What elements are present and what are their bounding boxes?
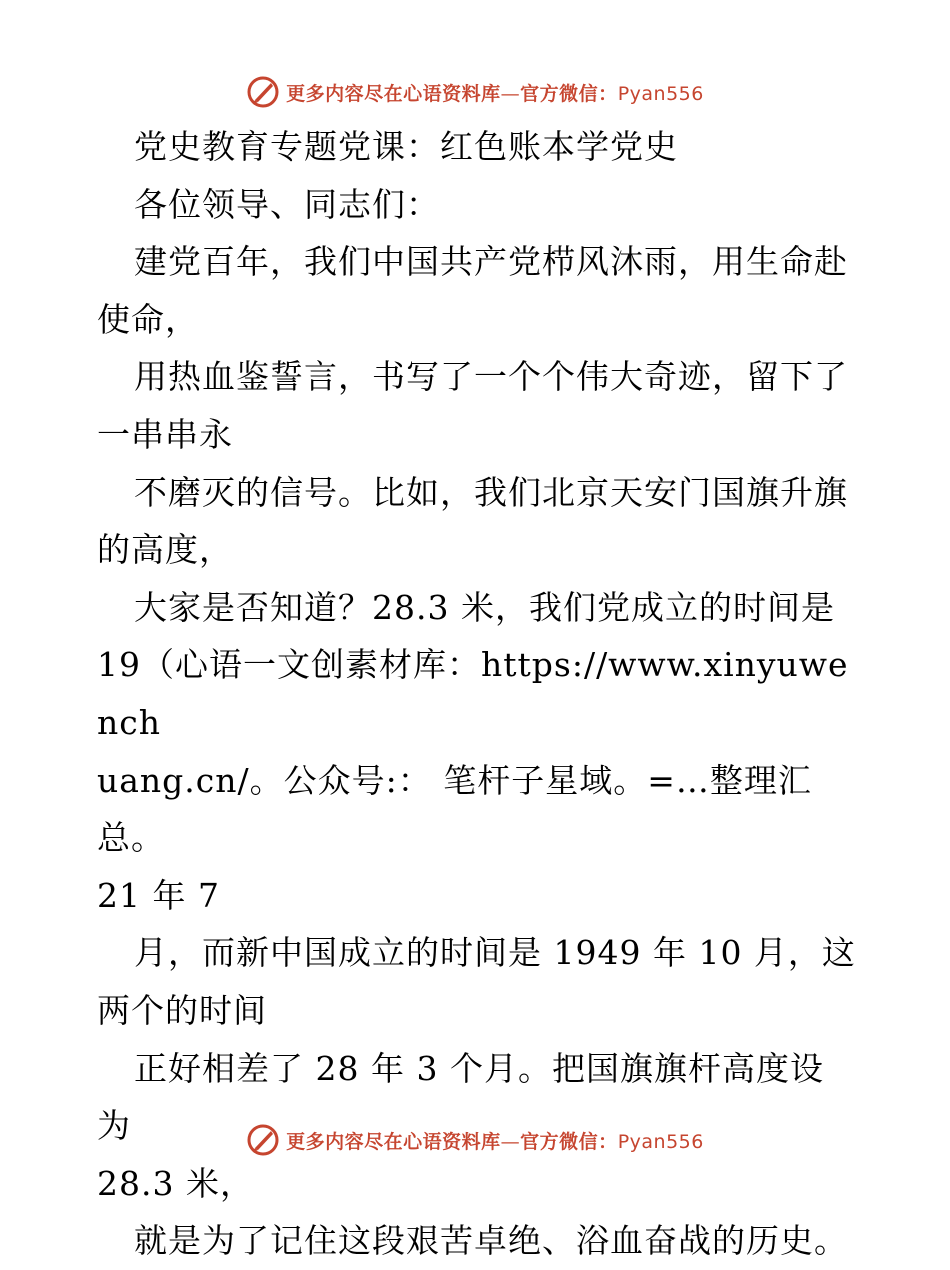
footer-banner-title: 更多内容尽在心语资料库 (286, 1130, 501, 1153)
paragraph-line: 月，而新中国成立的时间是 1949 年 10 月，这 (134, 933, 856, 973)
paragraph-line: 28.3 米， (97, 1163, 254, 1203)
paragraph-line: 两个的时间 (97, 990, 267, 1030)
footer-wechat-id: Pyan556 (617, 1130, 704, 1153)
paragraph-line: 不磨灭的信号。比如，我们北京天安门国旗升旗 (134, 472, 848, 512)
paragraph-line: 就是为了记住这段艰苦卓绝、浴血奋战的历史。 (134, 1221, 848, 1261)
paragraph-line: 建党百年，我们中国共产党栉风沐雨，用生命赴 (134, 242, 848, 282)
footer-banner-dash: — (500, 1130, 521, 1153)
header-banner-suffix: 官方微信： (520, 82, 618, 105)
footer-banner-suffix: 官方微信： (520, 1130, 618, 1153)
footer-banner (0, 1120, 950, 1160)
document-body (97, 118, 857, 1270)
salutation: 各位领导、同志们： (134, 184, 440, 224)
paragraph-line: 19（心语一文创素材库：https://www.xinyuwench (97, 645, 849, 742)
header-banner-dash: — (500, 82, 521, 105)
quill-pen-circle-icon (246, 1123, 280, 1157)
paragraph-line: 使命， (97, 299, 199, 339)
header-wechat-id: Pyan556 (617, 82, 704, 105)
header-banner-text (286, 79, 704, 106)
document-title: 党史教育专题党课：红色账本学党史 (134, 127, 678, 166)
paragraph-line: uang.cn/。公众号:： 笔杆子星域。=…整理汇总。 (97, 760, 812, 858)
paragraph-line: 的高度， (97, 530, 233, 570)
header-banner-title: 更多内容尽在心语资料库 (286, 82, 501, 105)
paragraph-line: 大家是否知道？28.3 米，我们党成立的时间是 (134, 587, 835, 627)
paragraph-line: 正好相差了 28 年 3 个月。把国旗旗杆高度设为 (97, 1048, 824, 1146)
paragraph-line: 21 年 7 (97, 875, 220, 915)
paragraph-line: 用热血鉴誓言，书写了一个个伟大奇迹，留下了 (134, 357, 848, 397)
footer-banner-text (286, 1127, 704, 1154)
paragraph-line: 一串串永 (97, 414, 233, 454)
quill-pen-circle-icon (246, 75, 280, 109)
header-banner (0, 72, 950, 112)
